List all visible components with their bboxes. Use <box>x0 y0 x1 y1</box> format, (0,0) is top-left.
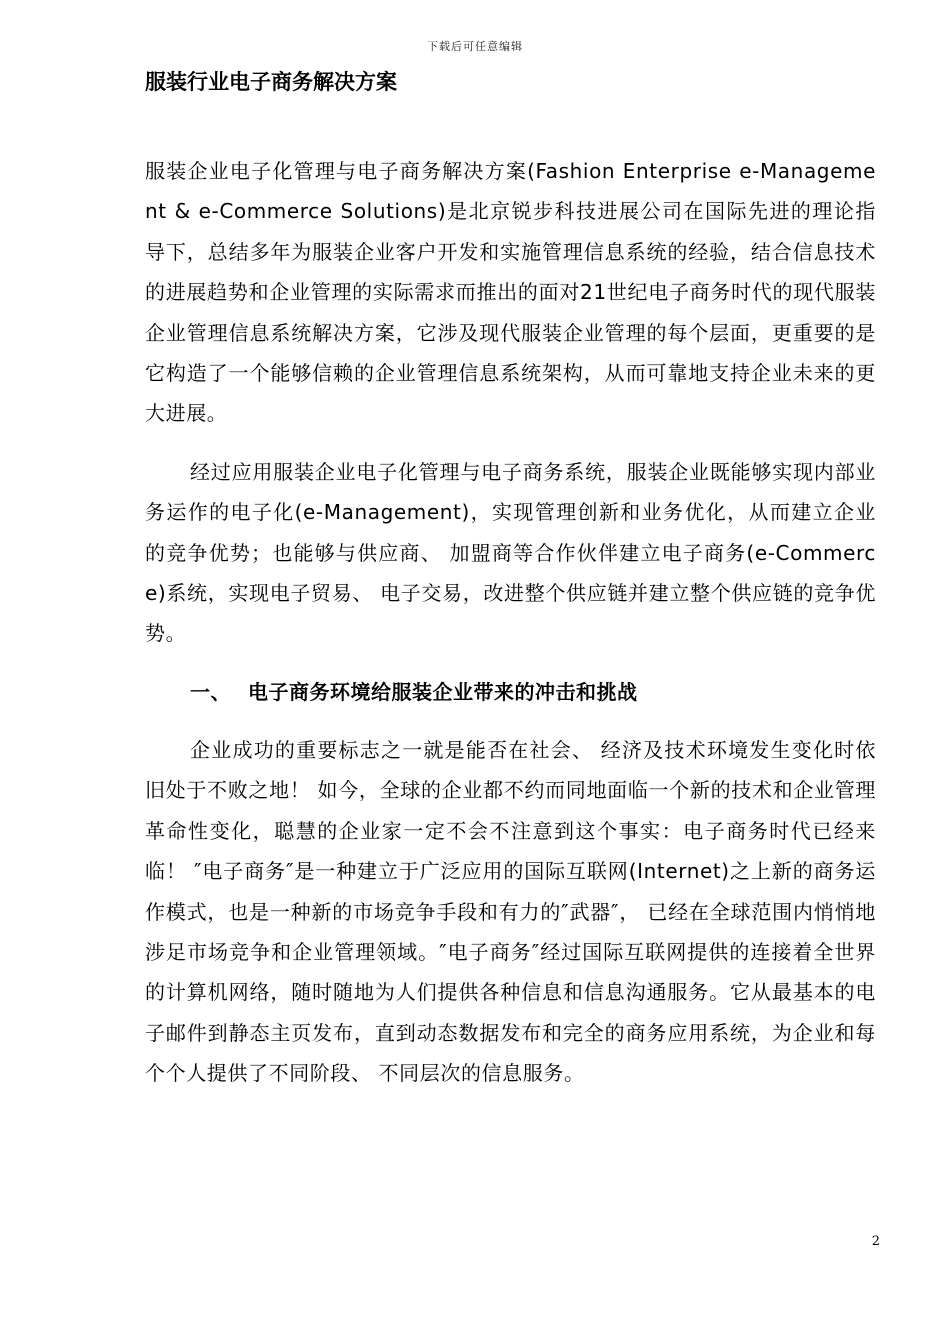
intro-paragraph: 服装企业电子化管理与电子商务解决方案(Fashion Enterprise e-Management & e-Commerce Solutions)是北京锐步科技进展公司在国际先进的理论指导下，总结多年为服装企业客户开发和实施管理信息系统的经验，结合信息技术的进展趋势和企业管理的实际需求而推出的面对21世纪电子商务时代的现代服装企业管理信息系统解决方案，它涉及现代服装企业管理的每个层面，更重要的是它构造了一个能够信赖的企业管理信息系统架构，从而可靠地支持企业未来的更大进展。 <box>145 159 876 426</box>
header-note: 下载后可任意编辑 <box>427 40 523 53</box>
document-body <box>145 151 876 1112</box>
document-title: 服装行业电子商务解决方案 <box>145 70 397 94</box>
section-paragraph: 企业成功的重要标志之一就是能否在社会、 经济及技术环境发生变化时依旧处于不败之地！ 如今，全球的企业都不约而同地面临一个新的技术和企业管理革命性变化，聪慧的企业家一定不会不注意到这个事实：电子商务时代已经来临！ ″电子商务″是一种建立于广泛应用的国际互联网(Internet)之上新的商务运作模式，也是一种新的市场竞争手段和有力的″武器″， 已经在全球范围内悄悄地涉足市场竞争和企业管理领域。″电子商务″经过国际互联网提供的连接着全世界的计算机网络，随时随地为人们提供各种信息和信息沟通服务。它从最基本的电子邮件到静态主页发布，直到动态数据发布和完全的商务应用系统，为企业和每个个人提供了不同阶段、 不同层次的信息服务。 <box>145 737 876 1086</box>
page-number: 2 <box>871 1234 880 1249</box>
section-number: 一、 <box>190 679 231 704</box>
section-heading <box>145 672 876 712</box>
section-title: 电子商务环境给服装企业带来的冲击和挑战 <box>248 679 638 704</box>
benefits-paragraph: 经过应用服装企业电子化管理与电子商务系统，服装企业既能够实现内部业务运作的电子化(e-Management)，实现管理创新和业务优化，从而建立企业的竞争优势；也能够与供应商、 加盟商等合作伙伴建立电子商务(e-Commerce)系统，实现电子贸易、 电子交易，改进整个供应链并建立整个供应链的竞争优势。 <box>145 459 876 646</box>
